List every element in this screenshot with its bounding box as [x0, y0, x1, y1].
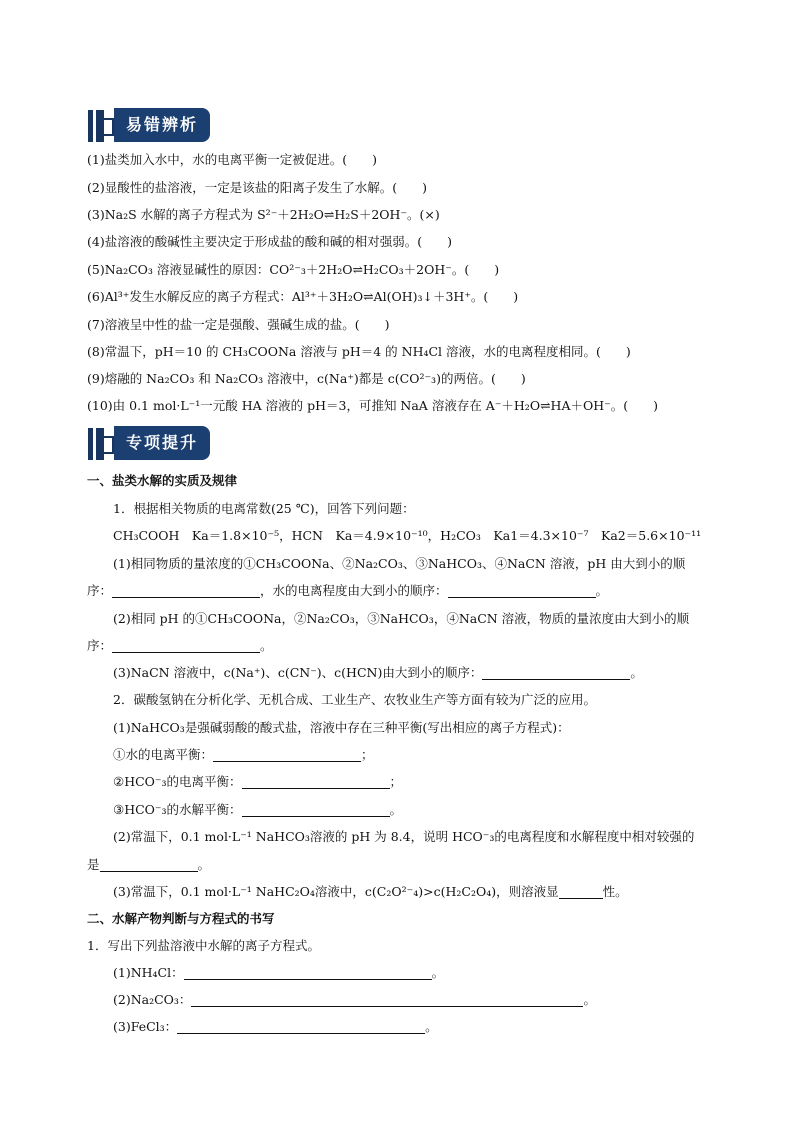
banner-bar: [96, 110, 104, 142]
answer-blank[interactable]: [112, 583, 260, 598]
answer-blank[interactable]: [177, 1019, 425, 1034]
answer-blank[interactable]: [184, 965, 432, 980]
question-text: (1)NaHCO₃是强碱弱酸的酸式盐，溶液中存在三种平衡(写出相应的离子方程式)：: [113, 720, 570, 735]
banner-bar: [88, 110, 93, 142]
list-item: (4)盐溶液的酸碱性主要决定于形成盐的酸和碱的相对强弱。( ): [87, 234, 452, 249]
list-item: (1)盐类加入水中，水的电离平衡一定被促进。( ): [87, 152, 377, 167]
question-text: 。: [260, 638, 273, 653]
question-line: [113, 773, 402, 791]
question-text: (2)常温下，0.1 mol·L⁻¹ NaHCO₃溶液的 pH 为 8.4，说明 HCO⁻₃的电离程度和水解程度中相对较强的: [113, 829, 695, 844]
answer-blank[interactable]: [482, 665, 630, 680]
question-text: CH₃COOH Ka＝1.8×10⁻⁵，HCN Ka＝4.9×10⁻¹⁰，H₂CO₃ Ka1＝4.3×10⁻⁷ Ka2＝5.6×10⁻¹¹: [113, 528, 702, 543]
question-line: [87, 856, 210, 874]
question-line: [113, 801, 402, 819]
answer-blank[interactable]: [112, 638, 260, 653]
question-text: 。: [431, 965, 445, 980]
question-text: (3)NaCN 溶液中，c(Na⁺)、c(CN⁻)、c(HCN)由大到小的顺序：: [113, 665, 483, 680]
answer-blank[interactable]: [191, 992, 583, 1007]
question-text: 1．根据相关物质的电离常数(25 ℃)，回答下列问题：: [113, 501, 415, 516]
question-line: [87, 637, 273, 655]
question-text: (1)NH₄Cl：: [113, 965, 184, 980]
question-text: ；: [361, 747, 374, 762]
question-line: [113, 883, 628, 901]
list-item: (7)溶液呈中性的盐一定是强酸、强碱生成的盐。( ): [87, 317, 390, 332]
question-text: 序：: [87, 638, 113, 653]
question-line: [113, 664, 643, 682]
question-text: 。: [197, 857, 211, 872]
question-line: [113, 991, 596, 1009]
question-text: (2)相同 pH 的①CH₃COONa，②Na₂CO₃，③NaHCO₃，④NaCN 溶液，物质的量浓度由大到小的顺: [113, 611, 690, 626]
question-text: 。: [583, 992, 596, 1007]
list-item: (6)Al³⁺发生水解反应的离子方程式：Al³⁺＋3H₂O⇌Al(OH)₃↓＋3H⁺。( ): [87, 289, 519, 304]
question-text: ，水的电离程度由大到小的顺序：: [260, 583, 448, 598]
list-item: (5)Na₂CO₃ 溶液显碱性的原因：CO²⁻₃＋2H₂O⇌H₂CO₃＋2OH⁻。( ): [87, 262, 500, 277]
question-text: ③HCO⁻₃的水解平衡：: [113, 802, 242, 817]
question-text: 。: [630, 665, 643, 680]
question-text: 2．碳酸氢钠在分析化学、无机合成、工业生产、农牧业生产等方面有较为广泛的应用。: [113, 692, 596, 707]
question-line: [113, 964, 444, 982]
answer-blank[interactable]: [213, 747, 361, 762]
answer-blank[interactable]: [448, 583, 596, 598]
answer-blank[interactable]: [242, 802, 390, 817]
part-heading: 一、盐类水解的实质及规律: [87, 473, 238, 488]
question-text: 。: [389, 802, 403, 817]
banner-bar: [96, 428, 104, 460]
section-title: 专项提升: [114, 426, 210, 460]
question-text: (3)FeCl₃：: [113, 1019, 178, 1034]
question-text: 。: [425, 1019, 438, 1034]
question-text: ②HCO⁻₃的电离平衡：: [113, 774, 242, 789]
question-text: (1)相同物质的量浓度的①CH₃COONa、②Na₂CO₃、③NaHCO₃、④NaCN 溶液，pH 由大到小的顺: [113, 556, 686, 571]
question-text: 序：: [87, 583, 113, 598]
question-text: 。: [595, 583, 609, 598]
list-item: (9)熔融的 Na₂CO₃ 和 Na₂CO₃ 溶液中，c(Na⁺)都是 c(CO²⁻₃)的两倍。( ): [87, 371, 526, 386]
question-text: 性。: [602, 884, 628, 899]
section-title: 易错辨析: [114, 108, 210, 142]
answer-blank[interactable]: [559, 884, 603, 899]
question-line: [113, 1018, 438, 1036]
list-item: (8)常温下，pH＝10 的 CH₃COONa 溶液与 pH＝4 的 NH₄Cl 溶液，水的电离程度相同。( ): [87, 344, 631, 359]
question-text: ；: [389, 774, 403, 789]
question-line: [87, 582, 608, 600]
list-item: (3)Na₂S 水解的离子方程式为 S²⁻＋2H₂O⇌H₂S＋2OH⁻。(×): [87, 207, 440, 222]
list-item: (10)由 0.1 mol·L⁻¹一元酸 HA 溶液的 pH＝3，可推知 NaA 溶液存在 A⁻＋H₂O⇌HA＋OH⁻。( ): [87, 398, 658, 413]
answer-blank[interactable]: [100, 857, 198, 872]
question-text: (3)常温下，0.1 mol·L⁻¹ NaHC₂O₄溶液中，c(C₂O²⁻₄)>c(H₂C₂O₄)，则溶液显: [113, 884, 559, 899]
list-item: (2)显酸性的盐溶液，一定是该盐的阳离子发生了水解。( ): [87, 180, 427, 195]
question-text: 1．写出下列盐溶液中水解的离子方程式。: [87, 938, 320, 953]
question-text: (2)Na₂CO₃：: [113, 992, 192, 1007]
question-text: ①水的电离平衡：: [113, 747, 214, 762]
part-heading: 二、水解产物判断与方程式的书写: [87, 911, 275, 926]
question-text: 是: [87, 857, 100, 872]
banner-bar: [88, 428, 93, 460]
question-line: [113, 746, 374, 764]
answer-blank[interactable]: [242, 774, 390, 789]
